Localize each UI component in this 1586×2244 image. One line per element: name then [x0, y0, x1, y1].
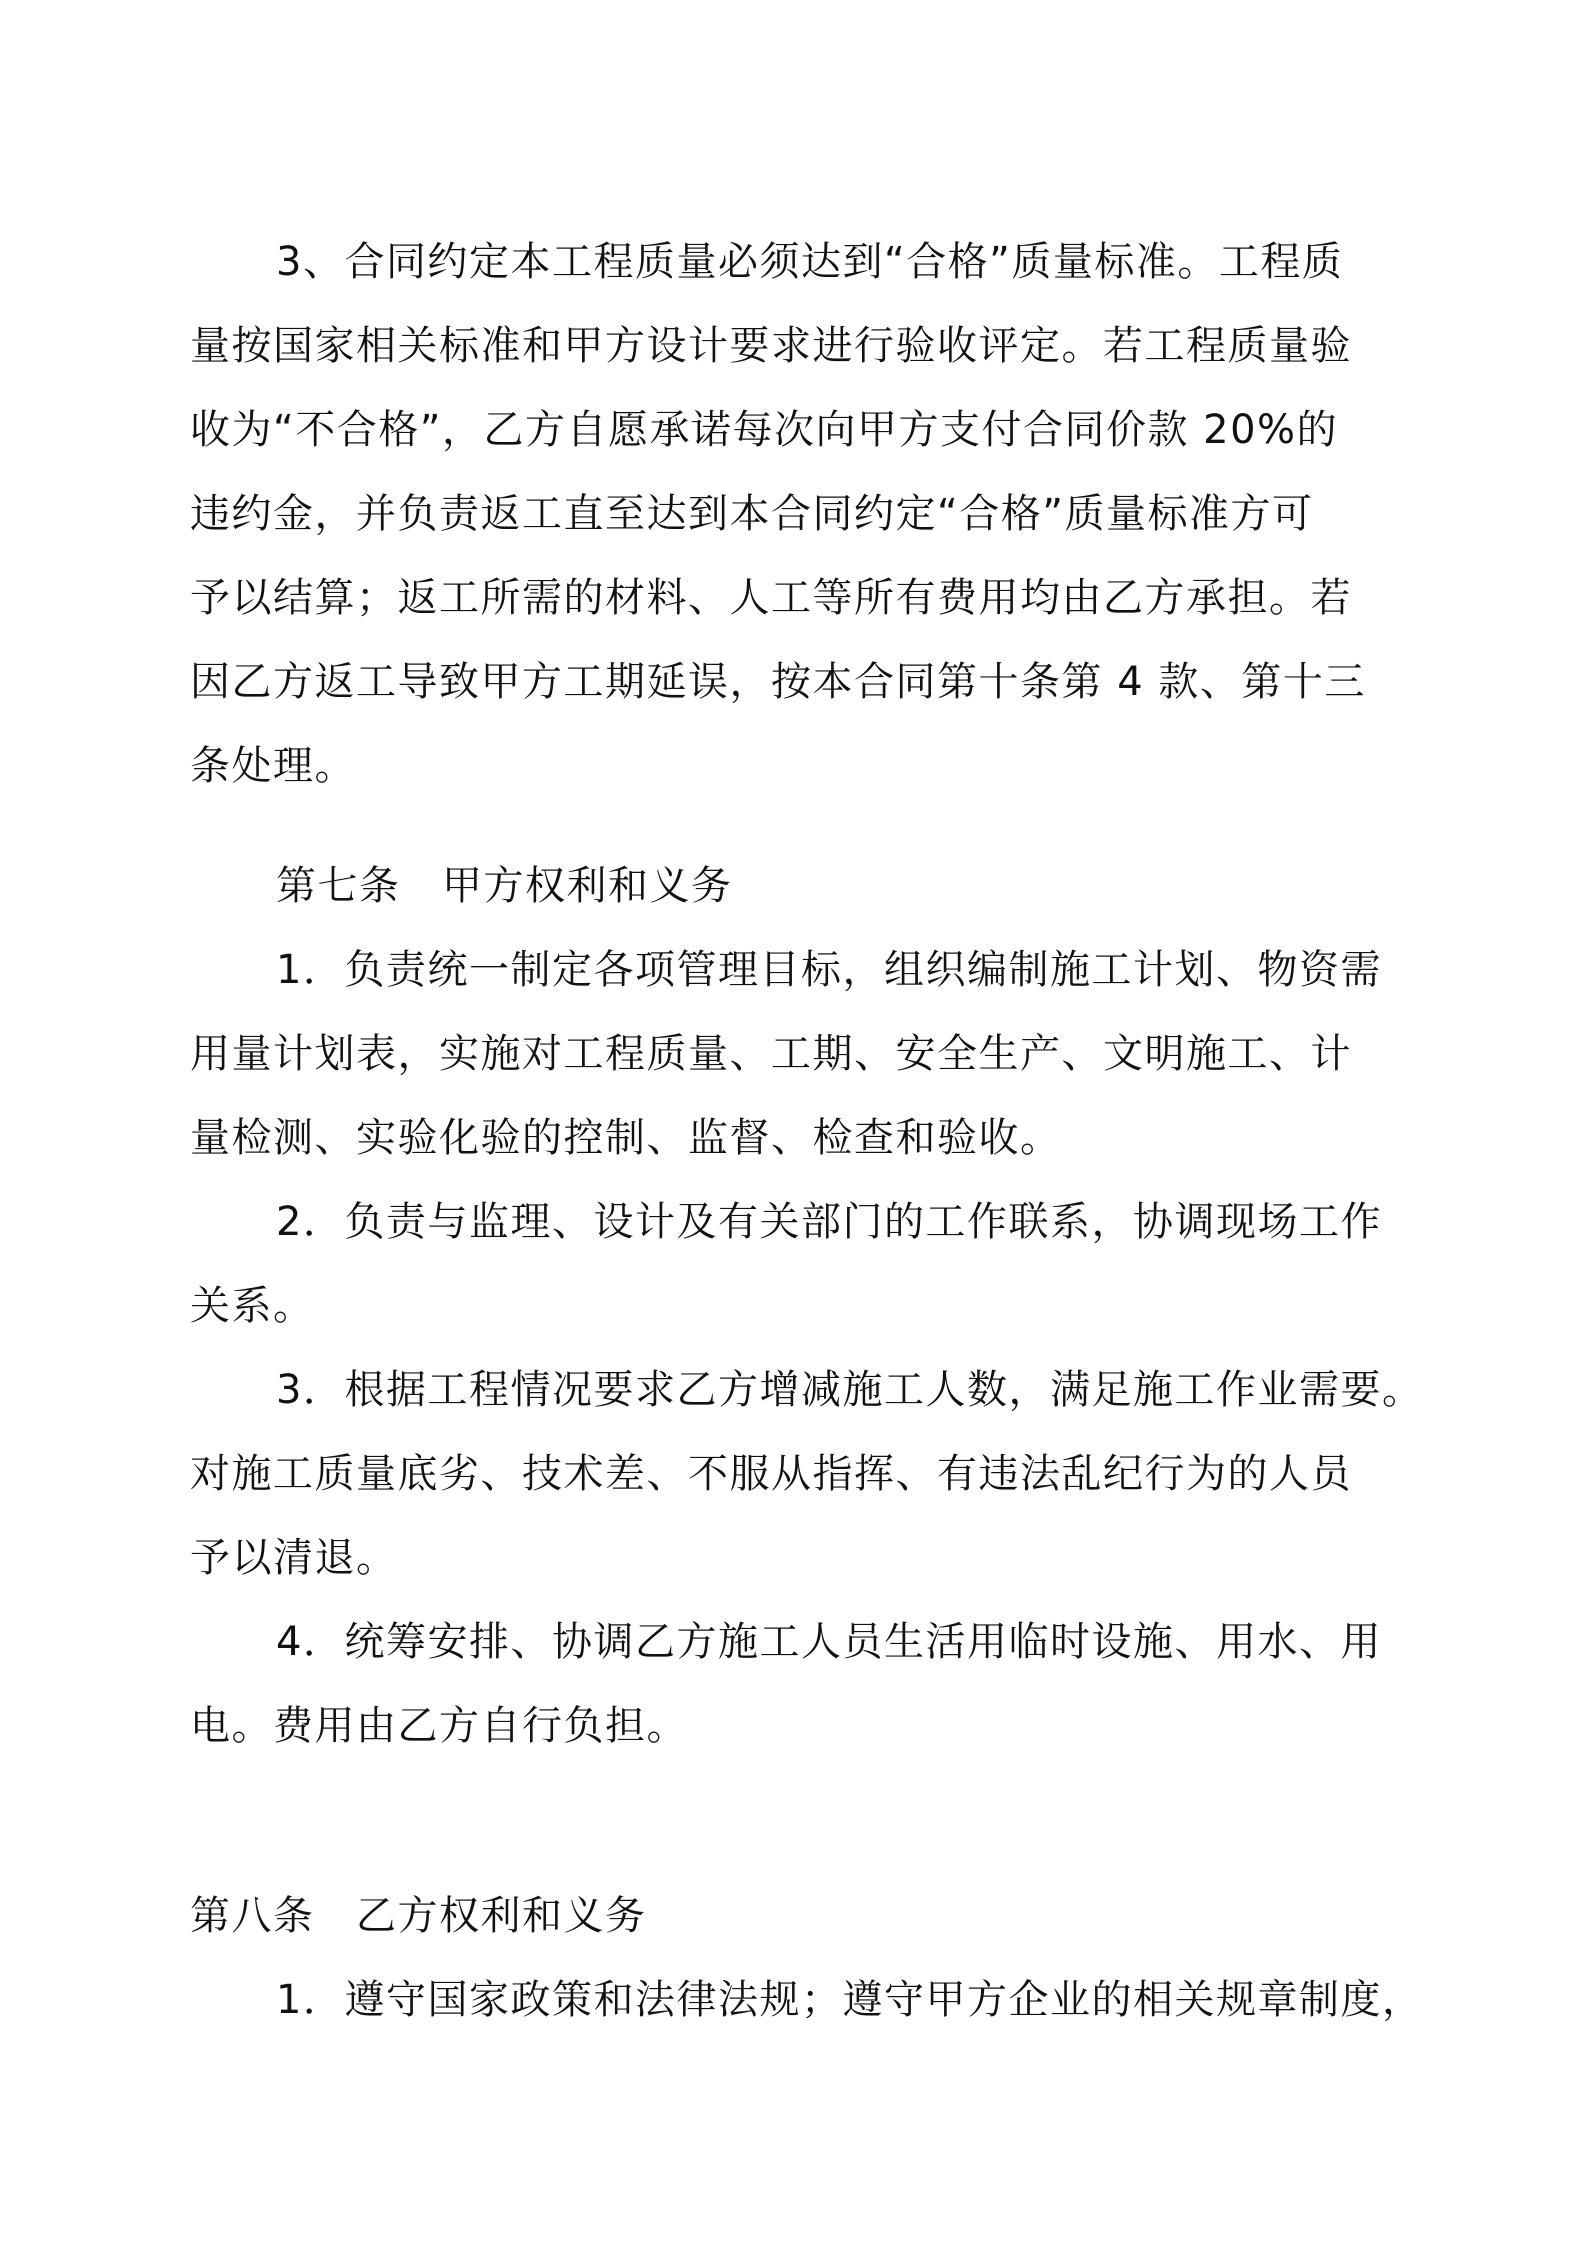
article-7-item-3-line-1: 3．根据工程情况要求乙方增减施工人数，满足施工作业需要。: [276, 1367, 1424, 1413]
article-7-item-1-line-3: 量检测、实验化验的控制、监督、检查和验收。: [190, 1115, 1062, 1161]
article-7-item-1-line-2: 用量计划表，实施对工程质量、工期、安全生产、文明施工、计: [190, 1031, 1352, 1077]
article-8-item-1-line-1: 1．遵守国家政策和法律法规；遵守甲方企业的相关规章制度，: [276, 1977, 1424, 2023]
article-7-item-2-line-1: 2．负责与监理、设计及有关部门的工作联系，协调现场工作: [276, 1199, 1382, 1245]
clause-6-item-3-line-7: 条处理。: [190, 743, 356, 789]
article-7-item-1-line-1: 1．负责统一制定各项管理目标，组织编制施工计划、物资需: [276, 947, 1382, 993]
article-8-heading: 第八条 乙方权利和义务: [190, 1893, 647, 1939]
clause-6-item-3-line-2: 量按国家相关标准和甲方设计要求进行验收评定。若工程质量验: [190, 323, 1352, 369]
clause-6-item-3-line-4: 违约金，并负责返工直至达到本合同约定“合格”质量标准方可: [190, 491, 1314, 537]
article-7-heading: 第七条 甲方权利和义务: [276, 863, 733, 909]
article-7-item-2-line-2: 关系。: [190, 1283, 315, 1329]
clause-6-item-3-line-5: 予以结算；返工所需的材料、人工等所有费用均由乙方承担。若: [190, 575, 1352, 621]
article-7-item-4-line-1: 4．统筹安排、协调乙方施工人员生活用临时设施、用水、用: [276, 1619, 1382, 1665]
clause-6-item-3-line-6: 因乙方返工导致甲方工期延误，按本合同第十条第 4 款、第十三: [190, 659, 1366, 705]
article-7-item-3-line-3: 予以清退。: [190, 1535, 398, 1581]
article-7-item-3-line-2: 对施工质量底劣、技术差、不服从指挥、有违法乱纪行为的人员: [190, 1451, 1352, 1497]
clause-6-item-3-line-3: 收为“不合格”，乙方自愿承诺每次向甲方支付合同价款 20%的: [190, 407, 1339, 453]
clause-6-item-3-line-1: 3、合同约定本工程质量必须达到“合格”质量标准。工程质: [276, 239, 1344, 285]
article-7-item-4-line-2: 电。费用由乙方自行负担。: [190, 1703, 688, 1749]
